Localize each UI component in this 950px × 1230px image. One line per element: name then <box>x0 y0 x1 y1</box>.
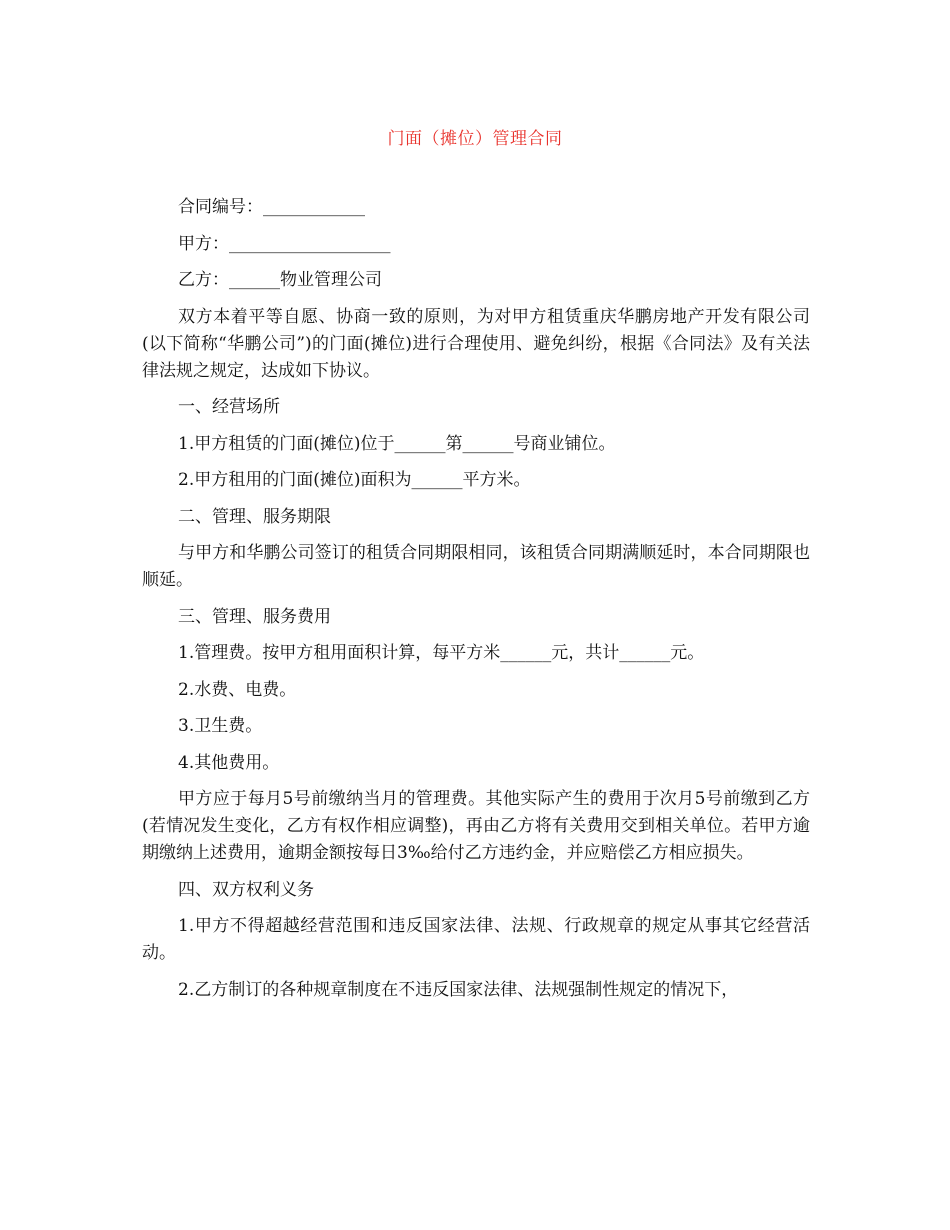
clause-1-1: 1.甲方租赁的门面(摊位)位于______第______号商业铺位。 <box>178 433 616 454</box>
clause-3-3: 3.卫生费。 <box>178 716 263 736</box>
clause-3-1: 1.管理费。按甲方租用面积计算，每平方米______元，共计______元。 <box>178 643 705 663</box>
party-b-line: 乙方：______物业管理公司 <box>178 270 382 290</box>
section-heading-2: 二、管理、服务期限 <box>178 506 331 527</box>
payment-terms-paragraph: 甲方应于每月5号前缴纳当月的管理费。其他实际产生的费用于次月5号前缴到乙方(若情况发生变化，乙方有权作相应调整)，再由乙方将有关费用交到相关单位。若甲方逾期缴纳上述费用，逾期金额按每日3‰给付乙方违约金，并应赔偿乙方相应损失。 <box>142 789 810 863</box>
section-heading-3: 三、管理、服务费用 <box>178 606 331 627</box>
clause-4-1: 1.甲方不得超越经营范围和违反国家法律、法规、行政规章的规定从事其它经营活动。 <box>142 916 810 963</box>
preamble-paragraph: 双方本着平等自愿、协商一致的原则，为对甲方租赁重庆华鹏房地产开发有限公司(以下简称“华鹏公司”)的门面(摊位)进行合理使用、避免纠纷，根据《合同法》及有关法律法规之规定，达成如下协议。 <box>142 306 810 381</box>
clause-3-2: 2.水费、电费。 <box>178 679 297 700</box>
clause-1-2: 2.甲方租用的门面(摊位)面积为______平方米。 <box>178 470 531 490</box>
party-a-line: 甲方：___________________ <box>178 233 391 254</box>
clause-4-2: 2.乙方制订的各种规章制度在不违反国家法律、法规强制性规定的情况下， <box>178 979 739 1000</box>
section-heading-1: 一、经营场所 <box>178 397 280 417</box>
section-heading-4: 四、双方权利义务 <box>178 879 314 900</box>
clause-3-4: 4.其他费用。 <box>178 752 280 773</box>
document-title: 门面（摊位）管理合同 <box>387 129 563 149</box>
contract-number-line: 合同编号：____________ <box>178 197 365 217</box>
document-body <box>142 194 810 1013</box>
clause-2-text: 与甲方和华鹏公司签订的租赁合同期限相同，该租赁合同期满顺延时，本合同期限也顺延。 <box>142 543 810 590</box>
